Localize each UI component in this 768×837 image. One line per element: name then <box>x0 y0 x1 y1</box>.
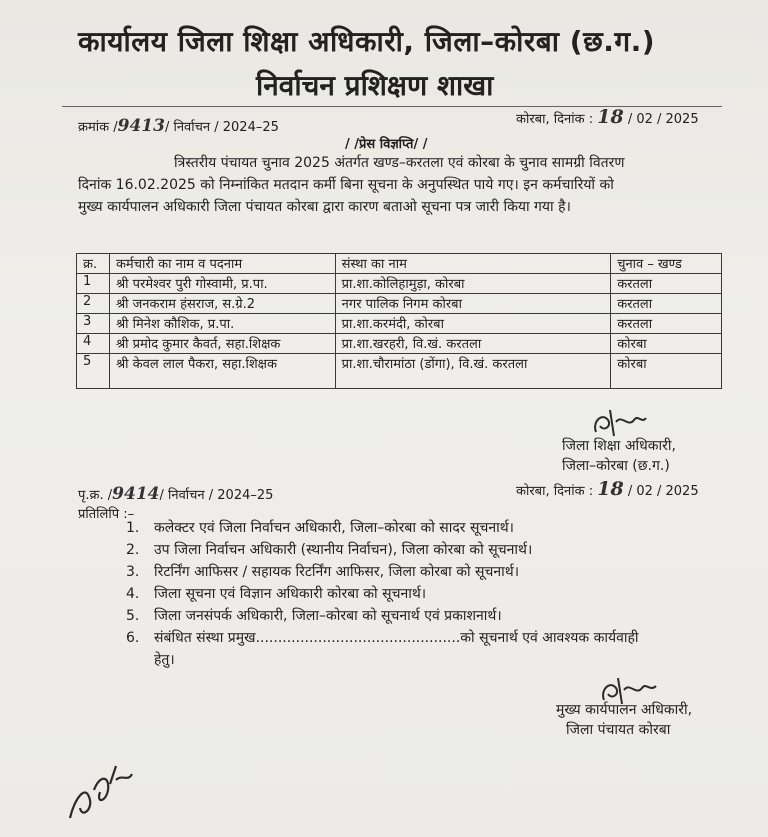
table-cell: 3 <box>77 314 110 334</box>
list-item: 4. जिला सूचना एवं विज्ञान अधिकारी कोरबा को सूचनार्थ। <box>126 586 427 602</box>
list-item: 5. जिला जनसंपर्क अधिकारी, जिला–कोरबा को सूचनार्थ एवं प्रकाशनार्थ। <box>126 608 502 624</box>
table-cell: नगर पालिक निगम कोरबा <box>335 294 611 314</box>
table-header-cell: क्र. <box>77 254 110 274</box>
table-cell: करतला <box>611 274 722 294</box>
signature2-designation: मुख्य कार्यपालन अधिकारी, <box>556 702 693 718</box>
list-item-continuation: हेतु। <box>154 652 175 668</box>
endorsement-day-handwritten: 18 <box>597 478 624 500</box>
table-cell: कोरबा <box>611 334 722 354</box>
table-header-cell: संस्था का नाम <box>335 254 611 274</box>
table-row <box>77 334 722 354</box>
office-title: कार्यालय जिला शिक्षा अधिकारी, जिला–कोरबा (छ.ग.) <box>78 25 656 58</box>
endorsement-date: कोरबा, दिनांक : 18 / 02 / 2025 <box>516 478 699 500</box>
table-cell: प्रा.शा.चौरामांठा (डोंगा), वि.खं. करतला <box>335 354 611 389</box>
table-cell: करतला <box>611 294 722 314</box>
table-cell: श्री जनकराम हंसराज, स.ग्रे.2 <box>109 294 335 314</box>
order-number: क्रमांक /9413/ निर्वाचन / 2024–25 <box>78 116 279 136</box>
table-header-row <box>77 254 722 274</box>
handwritten-initials <box>60 760 140 830</box>
table-cell: कोरबा <box>611 354 722 389</box>
table-cell: श्री केवल लाल पैकरा, सहा.शिक्षक <box>109 354 335 389</box>
table-cell: श्री परमेश्वर पुरी गोस्वामी, प्र.पा. <box>109 274 335 294</box>
table-row <box>77 294 722 314</box>
body-line: मुख्य कार्यपालन अधिकारी जिला पंचायत कोरबा द्वारा कारण बताओ सूचना पत्र जारी किया गया है। <box>78 199 571 215</box>
body-line: दिनांक 16.02.2025 को निम्नांकित मतदान कर्मी बिना सूचना के अनुपस्थित पाये गए। इन कर्मचारियों को <box>78 177 614 193</box>
press-release-label: / /प्रेस विज्ञप्ति/ / <box>345 137 428 152</box>
endorsement-number-handwritten: 9414 <box>112 484 160 504</box>
list-item: 3. रिटर्निंग आफिसर / सहायक रिटर्निंग आफिसर, जिला कोरबा को सूचनार्थ। <box>126 564 520 580</box>
table-cell: श्री प्रमोद कुमार कैवर्त, सहा.शिक्षक <box>109 334 335 354</box>
table-row <box>77 314 722 334</box>
table-header-cell: चुनाव – खण्ड <box>611 254 722 274</box>
table-cell: प्रा.शा.करमंदी, कोरबा <box>335 314 611 334</box>
branch-title: निर्वाचन प्रशिक्षण शाखा <box>256 69 494 102</box>
table-cell: प्रा.शा.खरहरी, वि.खं. करतला <box>335 334 611 354</box>
list-item: 2. उप जिला निर्वाचन अधिकारी (स्थानीय निर्वाचन), जिला कोरबा को सूचनार्थ। <box>126 542 533 558</box>
order-date: कोरबा, दिनांक : 18 / 02 / 2025 <box>516 106 699 128</box>
table-cell: 4 <box>77 334 110 354</box>
signature2-office: जिला पंचायत कोरबा <box>566 722 671 738</box>
body-line: त्रिस्तरीय पंचायत चुनाव 2025 अंतर्गत खण्ड–करतला एवं कोरबा के चुनाव सामग्री वितरण <box>174 155 625 171</box>
table-row <box>77 354 722 389</box>
table-cell: प्रा.शा.कोलिहामुड़ा, कोरबा <box>335 274 611 294</box>
copy-list <box>126 517 639 671</box>
table-cell: 1 <box>77 274 110 294</box>
table-header-cell: कर्मचारी का नाम व पदनाम <box>109 254 335 274</box>
table-cell: करतला <box>611 314 722 334</box>
table-cell: श्री मिनेश कौशिक, प्र.पा. <box>109 314 335 334</box>
list-item: 6. संबंधित संस्था प्रमुख..............................................को सूचनार्थ एवं आवश्यक कार्यवाही <box>126 630 639 646</box>
body-paragraph <box>78 152 726 218</box>
table-cell: 2 <box>77 294 110 314</box>
absent-staff-table <box>76 253 722 389</box>
signature1-office: जिला–कोरबा (छ.ग.) <box>562 458 670 474</box>
table-cell: 5 <box>77 354 110 389</box>
order-number-handwritten: 9413 <box>117 116 165 136</box>
copy-label: प्रतिलिपि :– <box>78 507 135 522</box>
order-day-handwritten: 18 <box>597 106 624 128</box>
list-item: 1. कलेक्टर एवं जिला निर्वाचन अधिकारी, जिला–कोरबा को सादर सूचनार्थ। <box>126 520 514 536</box>
endorsement-number: पृ.क्र. /9414/ निर्वाचन / 2024–25 <box>78 484 274 504</box>
table-row <box>77 274 722 294</box>
signature1-designation: जिला शिक्षा अधिकारी, <box>562 438 676 454</box>
